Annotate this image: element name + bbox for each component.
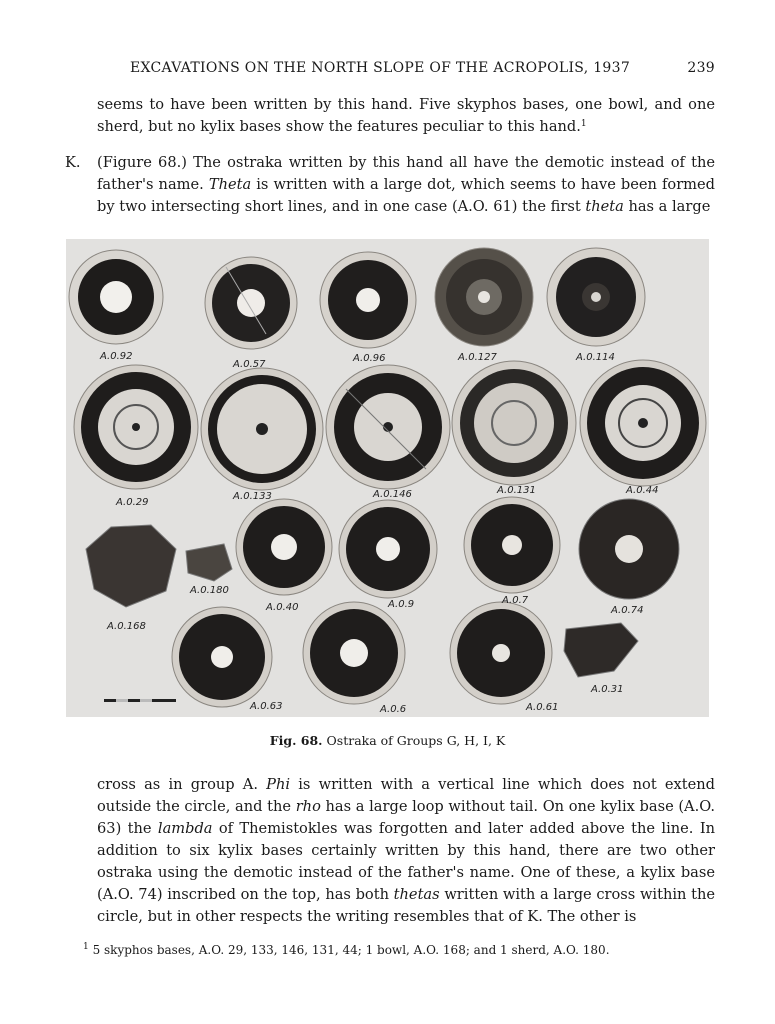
p3-italic-phi: Phi: [266, 776, 291, 793]
ostrakon-disc: [236, 499, 332, 595]
p3-text-e: has a large loop without tail. On one kylix base (A.O. 63) the: [97, 798, 715, 837]
running-title: EXCAVATIONS ON THE NORTH SLOPE OF THE ACROPOLIS, 1937: [130, 60, 631, 76]
ostrakon-label: A.0.40: [266, 602, 299, 613]
ostrakon-label: A.0.180: [190, 585, 229, 596]
ostrakon-label: A.0.131: [497, 485, 536, 496]
footnote-ref[interactable]: 1: [580, 119, 587, 129]
ostrakon-label: A.0.96: [353, 353, 386, 364]
page-number: 239: [687, 60, 715, 76]
ostrakon-disc: [201, 368, 323, 490]
figure-number: Fig. 68.: [269, 733, 323, 748]
figure-68-photo: [66, 239, 709, 717]
ostrakon-label: A.0.127: [458, 352, 497, 363]
ostrakon-disc: [320, 252, 416, 348]
ostrakon-disc: [74, 365, 198, 489]
ostrakon-sherd: [86, 525, 176, 607]
p3-text-i: written with a large cross within the circle, but in other respects the writing resembles that of K. The other is: [97, 886, 716, 925]
ostrakon-label: A.0.114: [576, 352, 615, 363]
p2-italic-theta-2: theta: [585, 198, 624, 215]
ostrakon-label: A.0.44: [626, 485, 659, 496]
paragraph-1-text: seems to have been written by this hand. Five skyphos bases, one bowl, and one sherd, but no kylix bases show the features peculiar to this hand.: [97, 96, 715, 135]
ostrakon-label: A.0.61: [526, 702, 559, 713]
ostrakon-label: A.0.92: [100, 351, 133, 362]
p2-italic-theta: Theta: [208, 176, 252, 193]
p3-text-g: of Themistokles was forgotten and later added above the line. In addition to six kylix bases certainly written by this hand, there are two other ostraka using the demotic instead of the father's name. One of these, a kylix base (A.O. 74) inscribed on the top, has both: [97, 820, 715, 903]
ostrakon-disc: [450, 602, 552, 704]
p3-text-a: cross as in group A.: [97, 776, 267, 793]
running-header: [130, 60, 715, 82]
ostrakon-sherd: [186, 544, 232, 581]
ostrakon-label: A.0.6: [380, 704, 407, 715]
p2-text-e: has a large: [623, 198, 711, 215]
figure-caption: [0, 733, 775, 748]
paragraph-group-k: [65, 152, 715, 218]
ostrakon-label: A.0.7: [502, 595, 529, 606]
photo-graphics: [69, 248, 706, 707]
ostrakon-label: A.0.57: [233, 359, 266, 370]
p3-italic-rho: rho: [295, 798, 321, 815]
footnote: [83, 943, 610, 957]
p2-text-c: is written with a large dot, which seems to have been formed by two intersecting short lines, and in one case (A.O. 61) the first: [97, 176, 715, 215]
p3-italic-thetas: thetas: [393, 886, 440, 903]
ostrakon-disc: [579, 499, 679, 599]
ostrakon-disc: [326, 365, 450, 489]
ostrakon-disc: [464, 497, 560, 593]
ostraka-photograph: [66, 239, 709, 717]
ostrakon-label: A.0.133: [233, 491, 272, 502]
ostrakon-disc: [452, 361, 576, 485]
ostrakon-disc: [69, 250, 163, 344]
caption-text: Ostraka of Groups G, H, I, K: [326, 733, 506, 748]
ostrakon-label: A.0.31: [591, 684, 624, 695]
footnote-marker: 1: [83, 942, 89, 952]
ostrakon-disc: [205, 257, 297, 349]
ostrakon-disc: [547, 248, 645, 346]
ostrakon-label: A.0.29: [116, 497, 149, 508]
p3-text-c: is written with a vertical line which does not extend outside the circle, and the: [97, 776, 715, 815]
footnote-text: 5 skyphos bases, A.O. 29, 133, 146, 131, 44; 1 bowl, A.O. 168; and 1 sherd, A.O. 180.: [92, 943, 610, 957]
ostrakon-label: A.0.63: [250, 701, 283, 712]
p3-italic-lambda: lambda: [157, 820, 213, 837]
ostrakon-disc: [303, 602, 405, 704]
ostrakon-disc: [172, 607, 272, 707]
ostrakon-label: A.0.9: [388, 599, 415, 610]
ostrakon-disc: [435, 248, 533, 346]
paragraph-3: [97, 774, 715, 928]
scale-bar: [104, 699, 176, 702]
ostrakon-disc: [580, 360, 706, 486]
ostrakon-label: A.0.168: [107, 621, 146, 632]
ostrakon-label: A.0.146: [373, 489, 412, 500]
paragraph-1: [97, 94, 715, 138]
ostrakon-sherd: [564, 623, 638, 677]
p2-text-a: (Figure 68.) The ostraka written by this hand all have the demotic instead of the father's name.: [97, 154, 715, 193]
ostrakon-label: A.0.74: [611, 605, 644, 616]
group-k-label: K.: [65, 154, 81, 171]
ostrakon-disc: [339, 500, 437, 598]
